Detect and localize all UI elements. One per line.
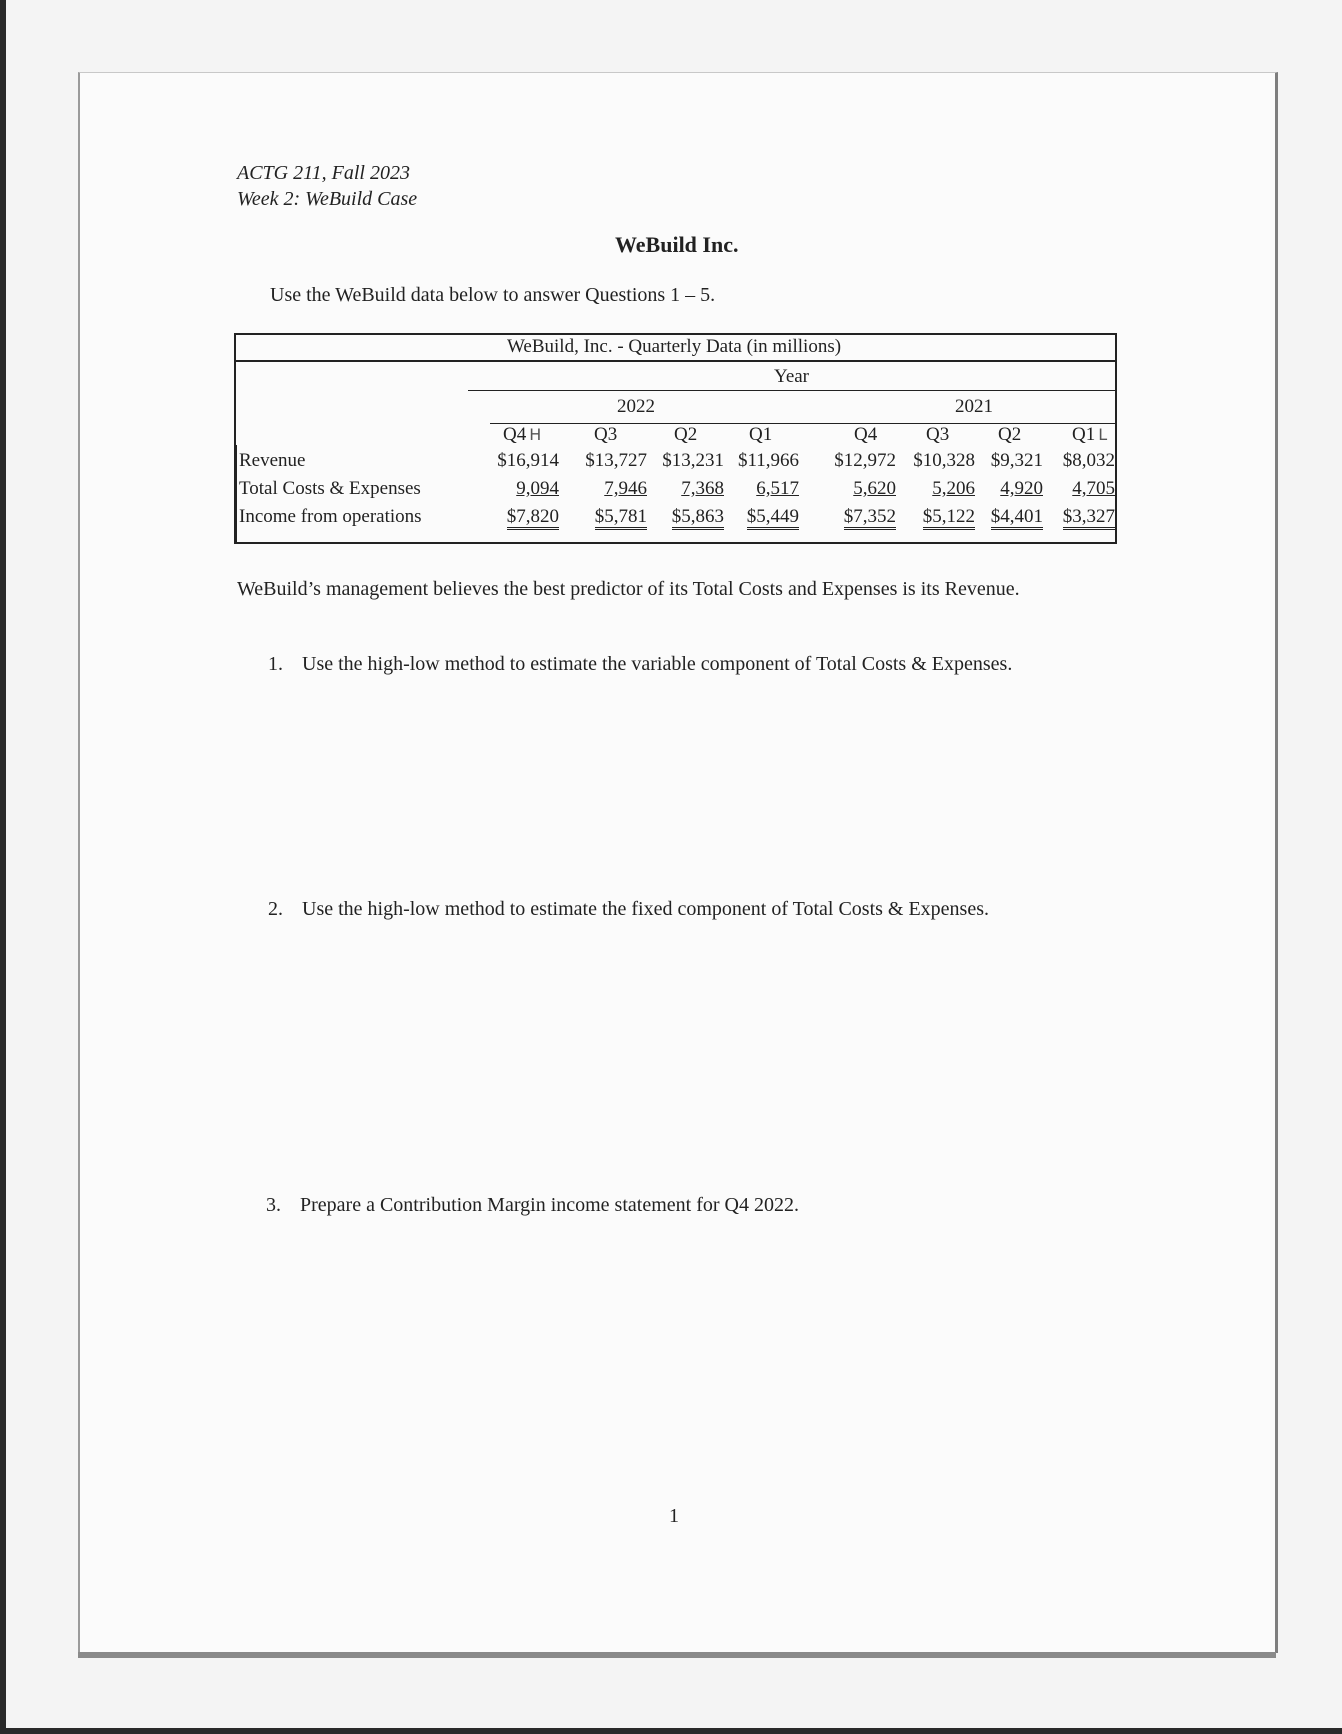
table-cell: $10,328 — [913, 450, 975, 471]
quarter-header: Q3 — [594, 424, 618, 445]
table-cell: 4,920 — [1000, 478, 1043, 499]
low-annotation: L — [1098, 425, 1108, 444]
table-cell: 9,094 — [516, 478, 559, 499]
question-1 — [268, 653, 1012, 676]
table-cell: $3,327 — [1025, 506, 1115, 528]
question-number: 1. — [268, 653, 283, 675]
table-cell: $7,352 — [806, 506, 896, 528]
quarter-header: Q2 — [998, 424, 1022, 445]
row-label-income: Income from operations — [239, 506, 422, 527]
table-cell: $9,321 — [990, 450, 1043, 471]
table-cell: 6,517 — [756, 478, 799, 499]
table-title-rule — [234, 360, 1117, 362]
quarter-header: Q1 L — [1072, 424, 1108, 445]
table-quarter-rule — [490, 423, 1117, 424]
table-cell: $5,781 — [557, 506, 647, 528]
table-cell: 5,206 — [932, 478, 975, 499]
photo-bottom-edge — [0, 1728, 1342, 1734]
week-line: Week 2: WeBuild Case — [237, 188, 418, 210]
table-cell: 7,368 — [681, 478, 724, 499]
table-cell: 5,620 — [853, 478, 896, 499]
question-number: 3. — [266, 1194, 281, 1216]
document-title: WeBuild Inc. — [615, 232, 739, 257]
quarter-header: Q4 H — [503, 424, 542, 445]
instruction-text: Use the WeBuild data below to answer Questions 1 – 5. — [270, 284, 716, 306]
table-cell: $12,972 — [834, 450, 896, 471]
photo-left-edge — [0, 0, 6, 1734]
table-cell: $4,401 — [953, 506, 1043, 528]
year-header: Year — [774, 366, 810, 387]
course-header — [237, 160, 417, 212]
quarter-header: Q4 — [854, 424, 878, 445]
table-cell: $7,820 — [469, 506, 559, 528]
table-cell: $13,727 — [585, 450, 647, 471]
paper-bottom-shadow — [78, 1652, 1276, 1658]
question-text: Use the high-low method to estimate the fixed component of Total Costs & Expenses. — [302, 898, 990, 920]
question-text: Use the high-low method to estimate the variable component of Total Costs & Expenses. — [302, 653, 1013, 675]
table-cell: $5,863 — [634, 506, 724, 528]
row-label-total-costs: Total Costs & Expenses — [239, 478, 421, 499]
table-cell: $5,449 — [709, 506, 799, 528]
page-number: 1 — [669, 1505, 679, 1527]
table-year-rule — [468, 390, 1117, 391]
high-annotation: H — [529, 425, 542, 444]
quarter-header: Q2 — [674, 424, 698, 445]
question-text: Prepare a Contribution Margin income statement for Q4 2022. — [300, 1194, 799, 1216]
table-cell: $16,914 — [497, 450, 559, 471]
table-cell: $5,122 — [885, 506, 975, 528]
quarter-header: Q1 — [749, 424, 773, 445]
paper-sheet — [78, 72, 1278, 1653]
table-label-rule — [236, 445, 237, 544]
quarter-header: Q3 — [926, 424, 950, 445]
management-paragraph: WeBuild’s management believes the best predictor of its Total Costs and Expenses is its Revenue. — [237, 578, 1020, 600]
table-cell: 4,705 — [1072, 478, 1115, 499]
row-label-revenue: Revenue — [239, 450, 306, 471]
question-number: 2. — [268, 898, 283, 920]
year-2022-header: 2022 — [617, 396, 655, 417]
question-2 — [268, 898, 989, 921]
question-3 — [266, 1194, 799, 1217]
table-cell: $8,032 — [1062, 450, 1115, 471]
table-cell: $13,231 — [662, 450, 724, 471]
course-line: ACTG 211, Fall 2023 — [237, 162, 410, 184]
table-cell: 7,946 — [604, 478, 647, 499]
table-title: WeBuild, Inc. - Quarterly Data (in millions) — [507, 336, 842, 357]
table-cell: $11,966 — [737, 450, 799, 471]
year-2021-header: 2021 — [955, 396, 993, 417]
